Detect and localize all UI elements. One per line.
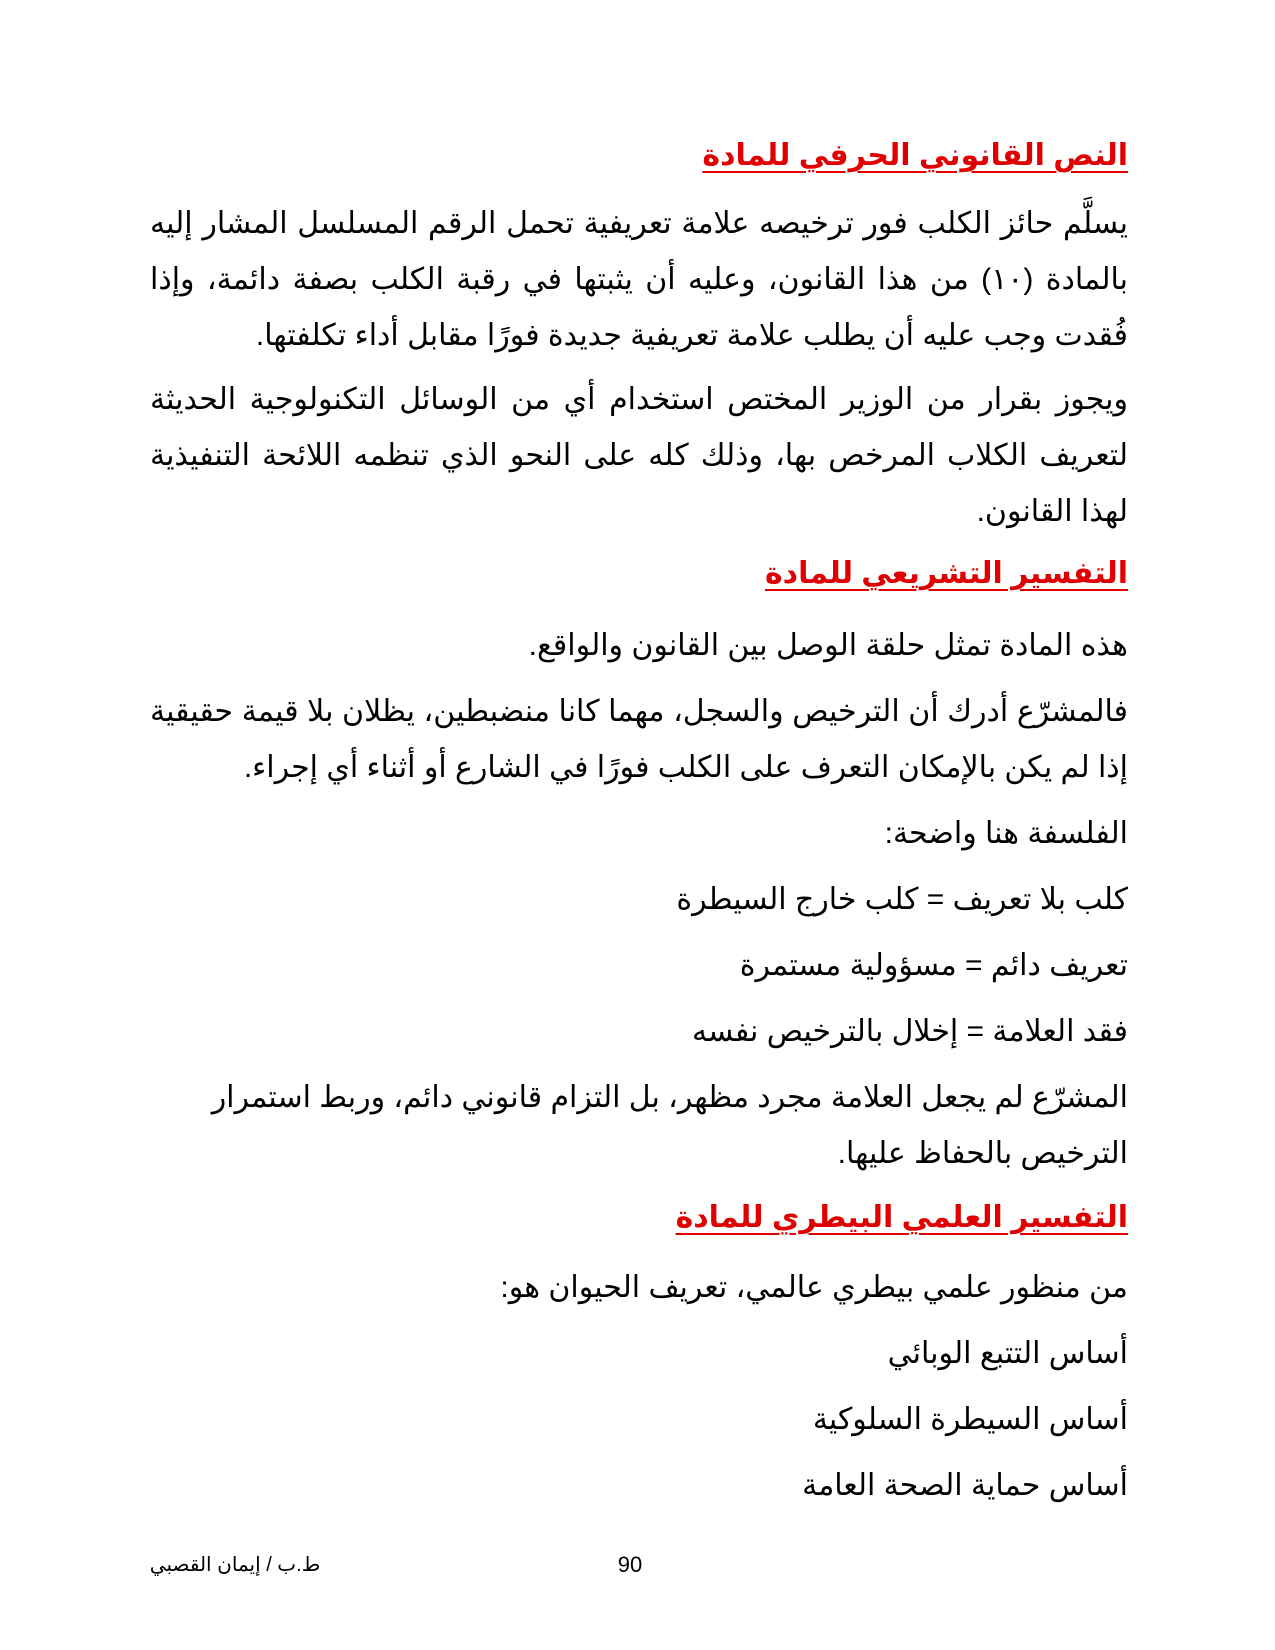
paragraph-legislative-5: تعريف دائم = مسؤولية مستمرة	[739, 949, 1128, 982]
paragraph-veterinary-4: أساس حماية الصحة العامة	[802, 1469, 1128, 1502]
paragraph-veterinary-1: من منظور علمي بيطري عالمي، تعريف الحيوان هو:	[500, 1271, 1128, 1304]
paragraph-legislative-2: فالمشرّع أدرك أن الترخيص والسجل، مهما كانا منضبطين، يظلان بلا قيمة حقيقية إذا لم يكن بالإمكان التعرف على الكلب فورًا في الشارع أو أثناء أي إجراء.	[150, 695, 1128, 784]
heading-literal-text: النص القانوني الحرفي للمادة	[702, 139, 1128, 172]
heading-veterinary: التفسير العلمي البيطري للمادة	[675, 1201, 1128, 1234]
paragraph-legislative-1: هذه المادة تمثل حلقة الوصل بين القانون والواقع.	[528, 629, 1128, 662]
paragraph-legislative-3: الفلسفة هنا واضحة:	[884, 817, 1128, 850]
paragraph-literal-1: يسلَّم حائز الكلب فور ترخيصه علامة تعريفية تحمل الرقم المسلسل المشار إليه بالمادة (١٠) من هذا القانون، وعليه أن يثبتها في رقبة الكلب بصفة دائمة، وإذا فُقدت وجب عليه أن يطلب علامة تعريفية جديدة فورًا مقابل أداء تكلفتها.	[150, 207, 1128, 352]
paragraph-literal-2: ويجوز بقرار من الوزير المختص استخدام أي من الوسائل التكنولوجية الحديثة لتعريف الكلاب المرخص بها، وذلك كله على النحو الذي تنظمه اللائحة التنفيذية لهذا القانون.	[150, 383, 1128, 528]
heading-literal-wrap	[150, 136, 1128, 176]
paragraph-veterinary-3: أساس السيطرة السلوكية	[812, 1403, 1128, 1436]
heading-legislative: التفسير التشريعي للمادة	[764, 557, 1128, 590]
paragraph-legislative-7: المشرّع لم يجعل العلامة مجرد مظهر، بل التزام قانوني دائم، وربط استمرار الترخيص بالحفاظ عليها.	[211, 1081, 1128, 1170]
heading-veterinary-wrap	[150, 1198, 1128, 1238]
footer-author: ط.ب / إيمان القصبي	[149, 1554, 321, 1576]
heading-legislative-wrap	[150, 554, 1128, 594]
page-number: 90	[617, 1552, 643, 1577]
paragraph-legislative-6: فقد العلامة = إخلال بالترخيص نفسه	[692, 1015, 1128, 1048]
page-content	[150, 136, 1128, 1514]
paragraph-veterinary-2: أساس التتبع الوبائي	[887, 1337, 1128, 1370]
paragraph-legislative-4: كلب بلا تعريف = كلب خارج السيطرة	[676, 883, 1128, 916]
